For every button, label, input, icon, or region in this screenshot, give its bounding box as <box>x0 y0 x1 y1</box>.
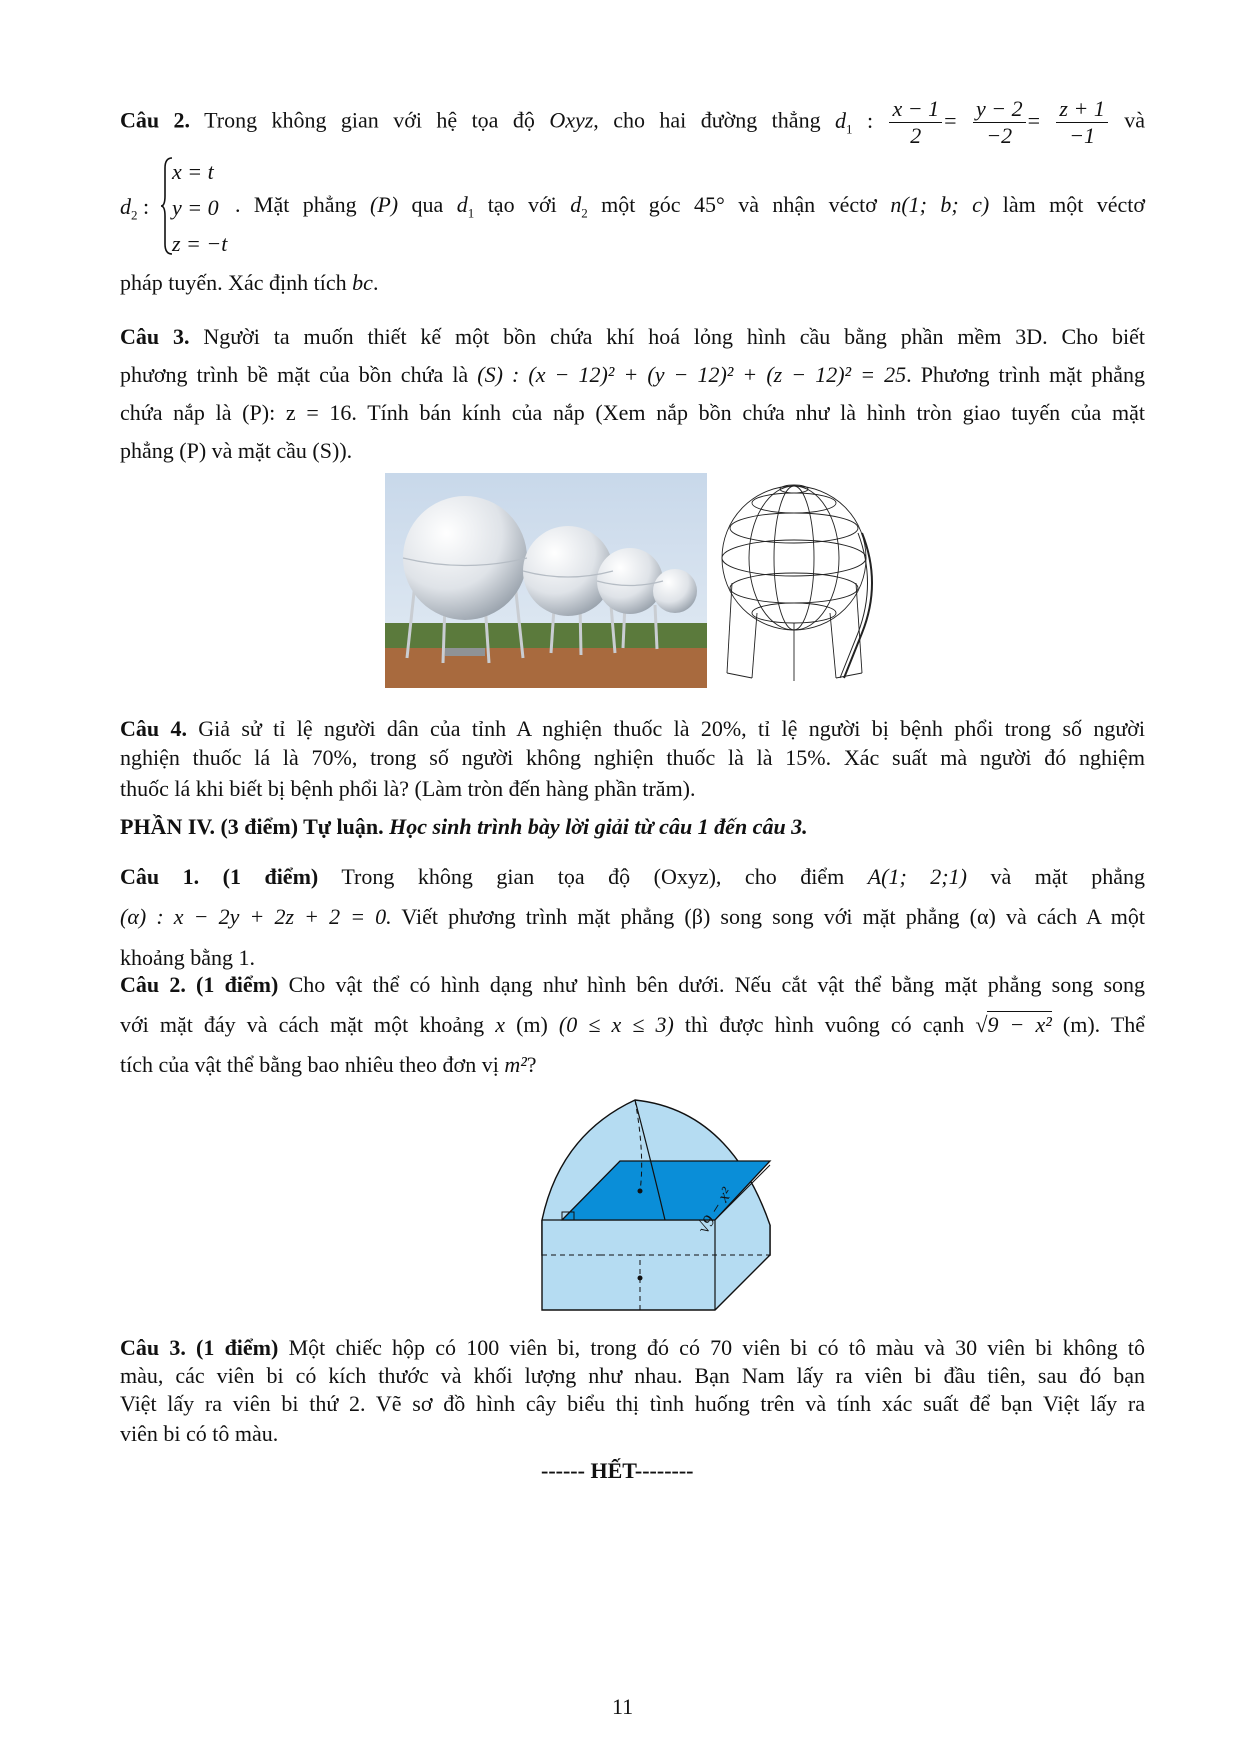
q4-line2: nghiện thuốc lá là 70%, trong số người không nghiện thuốc là là 15%. Xác suất mà người đó nghiệm <box>120 745 1145 770</box>
q3-line2: phương trình bề mặt của bồn chứa là (S) : (x − 12)² + (y − 12)² + (z − 12)² = 25. Phương trình mặt phẳng <box>120 362 1145 387</box>
q3-line4: phẳng (P) và mặt cầu (S)). <box>120 438 353 463</box>
p4-q2-line3: tích của vật thể bằng bao nhiêu theo đơn vị m²? <box>120 1052 537 1077</box>
end-marker: ------ HẾT-------- <box>541 1458 694 1483</box>
d1-equation: $d_1$ : $\frac{x - 1}{2}$ = $\frac{y - 2}{-2}$ = $\frac{z + 1}{-1}$ <box>835 108 1124 133</box>
p4-q1-line1: Câu 1. (1 điểm) Trong không gian tọa độ (Oxyz), cho điểm A(1; 2;1) và mặt phẳng <box>120 864 1145 889</box>
p4-q3-line2: màu, các viên bi có kích thước và khối lượng như nhau. Bạn Nam lấy ra viên bi đầu tiên, sau đó bạn <box>120 1363 1145 1388</box>
part4-header: PHẦN IV. (3 điểm) Tự luận. Học sinh trình bày lời giải từ câu 1 đến câu 3. <box>120 814 808 839</box>
q2-line3: pháp tuyến. Xác định tích bc. <box>120 270 379 295</box>
p4-q3-line4: viên bi có tô màu. <box>120 1421 279 1446</box>
p4-q3-line1: Câu 3. (1 điểm) Một chiếc hộp có 100 viên bi, trong đó có 70 viên bi có tô màu và 30 viên bi không tô <box>120 1335 1146 1360</box>
p4-q2-line2: với mặt đáy và cách mặt một khoảng x (m) (0 ≤ x ≤ 3) thì được hình vuông có cạnh √9 − x² (m). Thể <box>120 1012 1146 1037</box>
sys-eq-1: x = t <box>172 159 214 184</box>
figure-side-label: √9 − x² <box>693 1184 737 1238</box>
q3-line1: Câu 3. Người ta muốn thiết kế một bồn chứa khí hoá lỏng hình cầu bằng phần mềm 3D. Cho biết <box>120 324 1146 349</box>
p4-q2-line1: Câu 2. (1 điểm) Cho vật thể có hình dạng như hình bên dưới. Nếu cắt vật thể bằng mặt phẳng song song <box>120 972 1146 997</box>
p4-q1-line2: (α) : x − 2y + 2z + 2 = 0. Viết phương trình mặt phẳng (β) song song với mặt phẳng (α) và cách A một <box>120 904 1146 929</box>
q4-line1: Câu 4. Giả sử tỉ lệ người dân của tỉnh A nghiện thuốc là 20%, tỉ lệ người bị bệnh phổi trong số người <box>120 716 1146 741</box>
solid-figure <box>540 1095 772 1320</box>
d2-label: $d_2$ : <box>120 194 150 223</box>
p4-q3-line3: Việt lấy ra viên bi thứ 2. Vẽ sơ đồ hình cây biểu thị tình huống trên và tính xác suất để bạn Việt lấy ra <box>120 1391 1145 1416</box>
q2-line2: . Mặt phẳng (P) qua $d_1$ tạo với $d_2$ một góc 45° và nhận véctơ n(1; b; c) làm một véctơ <box>235 192 1146 221</box>
q3-line3: chứa nắp là (P): z = 16. Tính bán kính của nắp (Xem nắp bồn chứa như là hình tròn giao tuyến của mặt <box>120 400 1145 425</box>
q4-line3: thuốc lá khi biết bị bệnh phổi là? (Làm tròn đến hàng phần trăm). <box>120 776 696 801</box>
q2-line1: Câu 2. Trong không gian với hệ tọa độ Oxyz, cho hai đường thẳng $d_1$ : $\frac{x - 1}{2}$ = $\frac{y - 2}{-2}$ = $\frac{z + 1}{-1}$ và <box>120 96 1146 148</box>
q2-label: Câu 2. <box>120 107 191 133</box>
sys-eq-3: z = −t <box>172 231 228 256</box>
sys-eq-2: y = 0 <box>172 195 219 220</box>
gas-tanks-photo <box>385 473 707 688</box>
wireframe-tank-drawing <box>712 473 877 688</box>
p4-q1-line3: khoảng bằng 1. <box>120 945 256 970</box>
page-number: 11 <box>612 1694 634 1719</box>
